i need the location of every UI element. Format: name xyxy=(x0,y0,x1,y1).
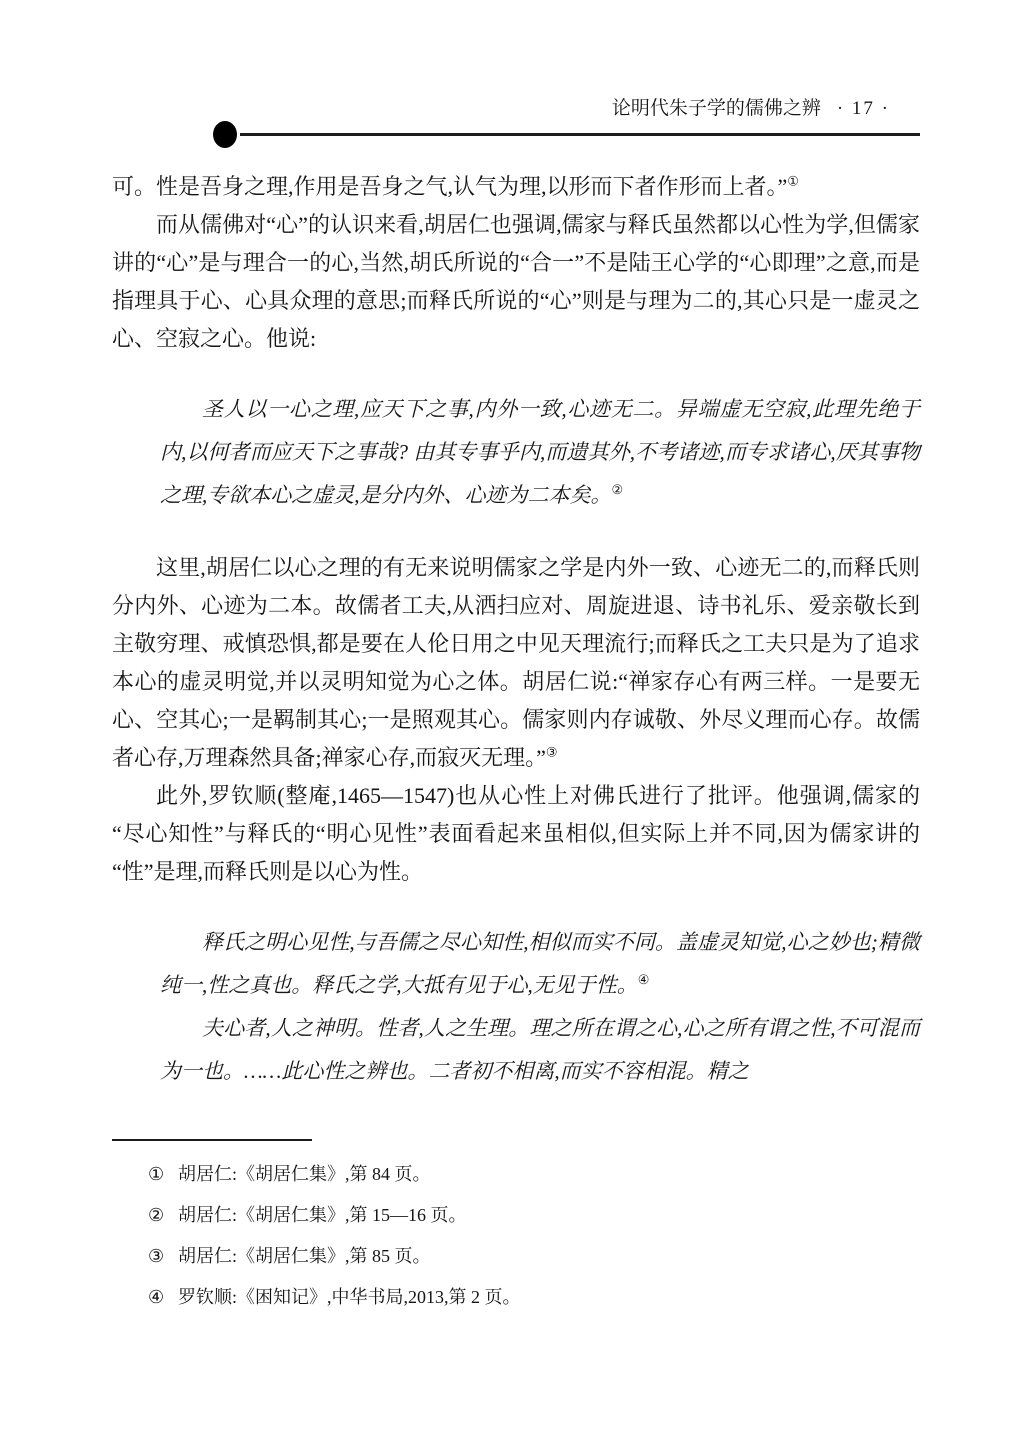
footnotes-section xyxy=(112,1139,920,1318)
footnote-list xyxy=(112,1154,920,1318)
page-body xyxy=(112,168,920,1093)
page-number: · 17 · xyxy=(836,98,890,119)
footnote-item xyxy=(148,1236,920,1277)
footnote-text: 胡居仁:《胡居仁集》,第 84 页。 xyxy=(178,1164,431,1184)
footnote-item xyxy=(148,1154,920,1195)
quote-paragraph: 圣人以一心之理,应天下之事,内外一致,心迹无二。异端虚无空寂,此理先绝于内,以何者而应天下之事哉? 由其专事乎内,而遗其外,不考诸迹,而专求诸心,厌其事物之理,专欲本心之虚灵,是分内外、心迹为二本矣。② xyxy=(160,397,920,507)
paragraph: 而从儒佛对“心”的认识来看,胡居仁也强调,儒家与释氏虽然都以心性为学,但儒家讲的“心”是与理合一的心,当然,胡氏所说的“合一”不是陆王心学的“心即理”之意,而是指理具于心、心具众理的意思;而释氏所说的“心”则是与理为二的,其心只是一虚灵之心、空寂之心。他说: xyxy=(112,212,920,351)
footnote-ref: ③ xyxy=(545,744,558,760)
block-quote xyxy=(160,388,920,517)
header-dot-ornament xyxy=(213,121,237,148)
footnote-text: 罗钦顺:《困知记》,中华书局,2013,第 2 页。 xyxy=(178,1287,521,1307)
block-quote xyxy=(160,921,920,1093)
paragraph: 可。性是吾身之理,作用是吾身之气,认气为理,以形而下者作形而上者。”① xyxy=(112,173,799,199)
footnote-text: 胡居仁:《胡居仁集》,第 15—16 页。 xyxy=(178,1205,467,1225)
footnote-item xyxy=(148,1277,920,1318)
page-header xyxy=(112,0,920,145)
running-head xyxy=(112,96,920,122)
header-line xyxy=(240,133,920,136)
footnote-ref: ④ xyxy=(637,972,650,987)
footnote-ref: ① xyxy=(787,173,799,189)
footnote-number: ② xyxy=(148,1205,165,1225)
paragraph: 这里,胡居仁以心之理的有无来说明儒家之学是内外一致、心迹无二的,而释氏则分内外、心迹为二本。故儒者工夫,从洒扫应对、周旋进退、诗书礼乐、爱亲敬长到主敬穷理、戒慎恐惧,都是要在人伦日用之中见天理流行;而释氏之工夫只是为了追求本心的虚灵明觉,并以灵明知觉为心之体。胡居仁说:“禅家存心有两三样。一是要无心、空其心;一是羁制其心;一是照观其心。儒家则内存诚敬、外尽义理而心存。故儒者心存,万理森然具备;禅家心存,而寂灭无理。”③ xyxy=(112,555,920,770)
footnote-ref: ② xyxy=(611,482,624,497)
header-rule xyxy=(112,123,920,145)
running-title: 论明代朱子学的儒佛之辨 xyxy=(611,98,821,119)
footnote-number: ④ xyxy=(148,1287,165,1307)
quote-paragraph: 夫心者,人之神明。性者,人之生理。理之所在谓之心,心之所有谓之性,不可混而为一也。……此心性之辨也。二者初不相离,而实不容相混。精之 xyxy=(160,1016,920,1083)
footnote-item xyxy=(148,1195,920,1236)
footnote-separator xyxy=(112,1139,312,1141)
footnote-text: 胡居仁:《胡居仁集》,第 85 页。 xyxy=(178,1246,431,1266)
footnote-number: ③ xyxy=(148,1246,165,1266)
quote-paragraph: 释氏之明心见性,与吾儒之尽心知性,相似而实不同。盖虚灵知觉,心之妙也;精微纯一,性之真也。释氏之学,大抵有见于心,无见于性。④ xyxy=(160,930,920,997)
footnote-number: ① xyxy=(148,1164,165,1184)
paragraph: 此外,罗钦顺(整庵,1465—1547)也从心性上对佛氏进行了批评。他强调,儒家的“尽心知性”与释氏的“明心见性”表面看起来虽相似,但实际上并不同,因为儒家讲的“性”是理,而释氏则是以心为性。 xyxy=(112,783,920,884)
